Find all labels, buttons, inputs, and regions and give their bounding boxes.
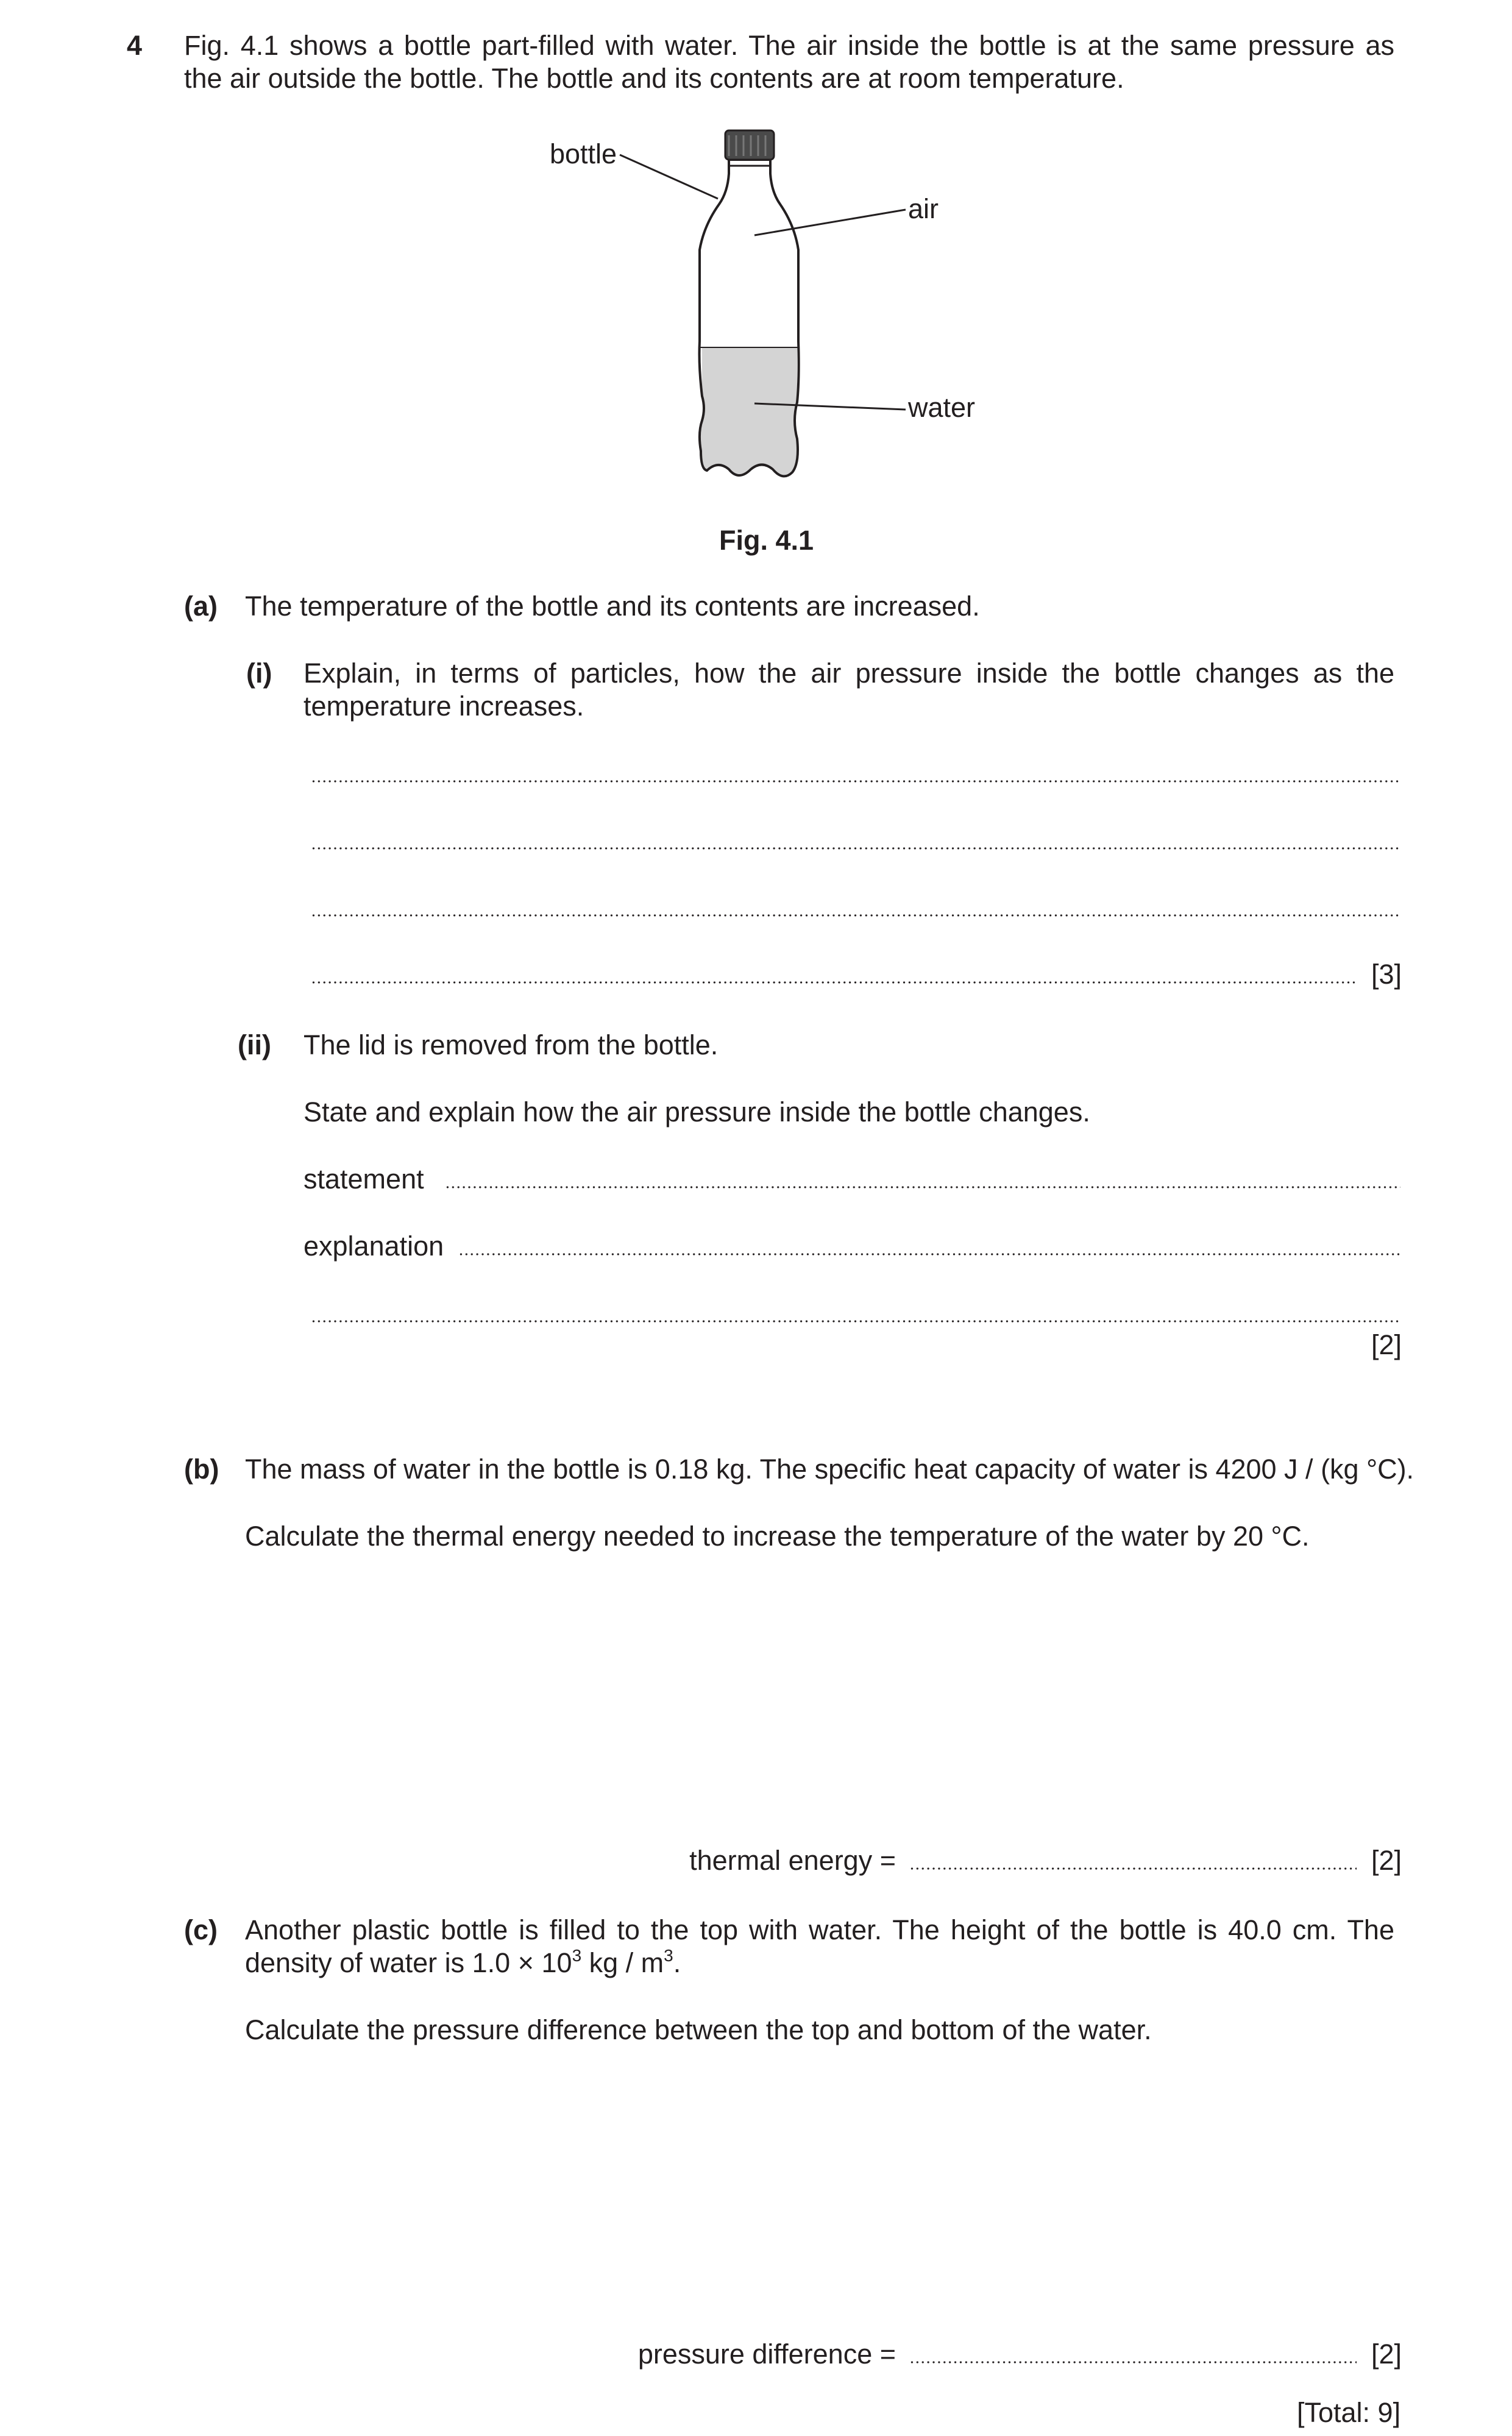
figure-caption: Fig. 4.1 <box>719 525 814 556</box>
bottle-cap <box>725 130 774 160</box>
figure-label-air: air <box>908 193 939 224</box>
answer-line[interactable] <box>311 1297 1400 1330</box>
question-intro-line1: Fig. 4.1 shows a bottle part-filled with water. The air inside the bottle is at the same pressure as <box>184 30 1394 61</box>
part-b-text2: Calculate the thermal energy needed to increase the temperature of the water by 20 °C. <box>245 1521 1310 1552</box>
part-c-label: (c) <box>184 1914 218 1945</box>
part-c-line1: Another plastic bottle is filled to the top with water. The height of the bottle is 40.0 cm. The <box>245 1914 1394 1945</box>
total-marks: [Total: 9] <box>1297 2397 1401 2428</box>
part-c-line2-sup1: 3 <box>572 1946 582 1965</box>
part-c-line2 <box>245 1947 681 1980</box>
answer-line[interactable] <box>311 757 1400 790</box>
figure-bottle <box>0 0 1512 549</box>
bottle-diagram <box>0 0 1512 549</box>
part-a-i-marks: [3] <box>1371 959 1402 990</box>
part-b-marks: [2] <box>1371 1845 1402 1876</box>
part-a-ii-marks: [2] <box>1371 1329 1402 1360</box>
part-c-line2-mid: kg / m <box>581 1947 664 1978</box>
explanation-label: explanation <box>303 1230 444 1262</box>
pressure-difference-answer-line[interactable] <box>909 2338 1357 2371</box>
question-intro-line2: the air outside the bottle. The bottle and its contents are at room temperature. <box>184 63 1124 94</box>
part-a-i-line1: Explain, in terms of particles, how the air pressure inside the bottle changes as the <box>303 658 1394 689</box>
part-a-ii-text1: The lid is removed from the bottle. <box>303 1029 719 1060</box>
part-a-ii-label: (ii) <box>238 1029 271 1060</box>
part-b-label: (b) <box>184 1454 219 1485</box>
figure-label-water: water <box>908 392 976 423</box>
part-a-i-line2: temperature increases. <box>303 691 584 722</box>
thermal-energy-label: thermal energy = <box>689 1845 896 1876</box>
part-c-marks: [2] <box>1371 2338 1402 2370</box>
part-a-text: The temperature of the bottle and its contents are increased. <box>245 591 980 622</box>
statement-label: statement <box>303 1163 424 1195</box>
explanation-answer-line[interactable] <box>458 1230 1400 1263</box>
bottle-leader-line <box>620 155 718 199</box>
air-leader-line <box>754 210 906 235</box>
part-a-i-label: (i) <box>246 658 272 689</box>
part-c-line2-sup2: 3 <box>664 1946 673 1965</box>
part-c-line2-pre: density of water is 1.0 × 10 <box>245 1947 572 1978</box>
part-c-text2: Calculate the pressure difference between the top and bottom of the water. <box>245 2014 1152 2045</box>
part-a-ii-text2: State and explain how the air pressure inside the bottle changes. <box>303 1096 1090 1127</box>
answer-line[interactable] <box>311 958 1357 991</box>
pressure-difference-label: pressure difference = <box>637 2338 896 2370</box>
statement-answer-line[interactable] <box>445 1163 1400 1196</box>
part-c-line2-post: . <box>673 1947 681 1978</box>
water-fill <box>700 347 798 476</box>
question-number: 4 <box>127 30 143 61</box>
thermal-energy-answer-line[interactable] <box>909 1844 1357 1877</box>
figure-label-bottle: bottle <box>550 138 617 169</box>
part-b-text1: The mass of water in the bottle is 0.18 kg. The specific heat capacity of water is 4200 J / (kg °C). <box>245 1454 1414 1485</box>
part-a-label: (a) <box>184 591 218 622</box>
answer-line[interactable] <box>311 824 1400 857</box>
answer-line[interactable] <box>311 891 1400 924</box>
